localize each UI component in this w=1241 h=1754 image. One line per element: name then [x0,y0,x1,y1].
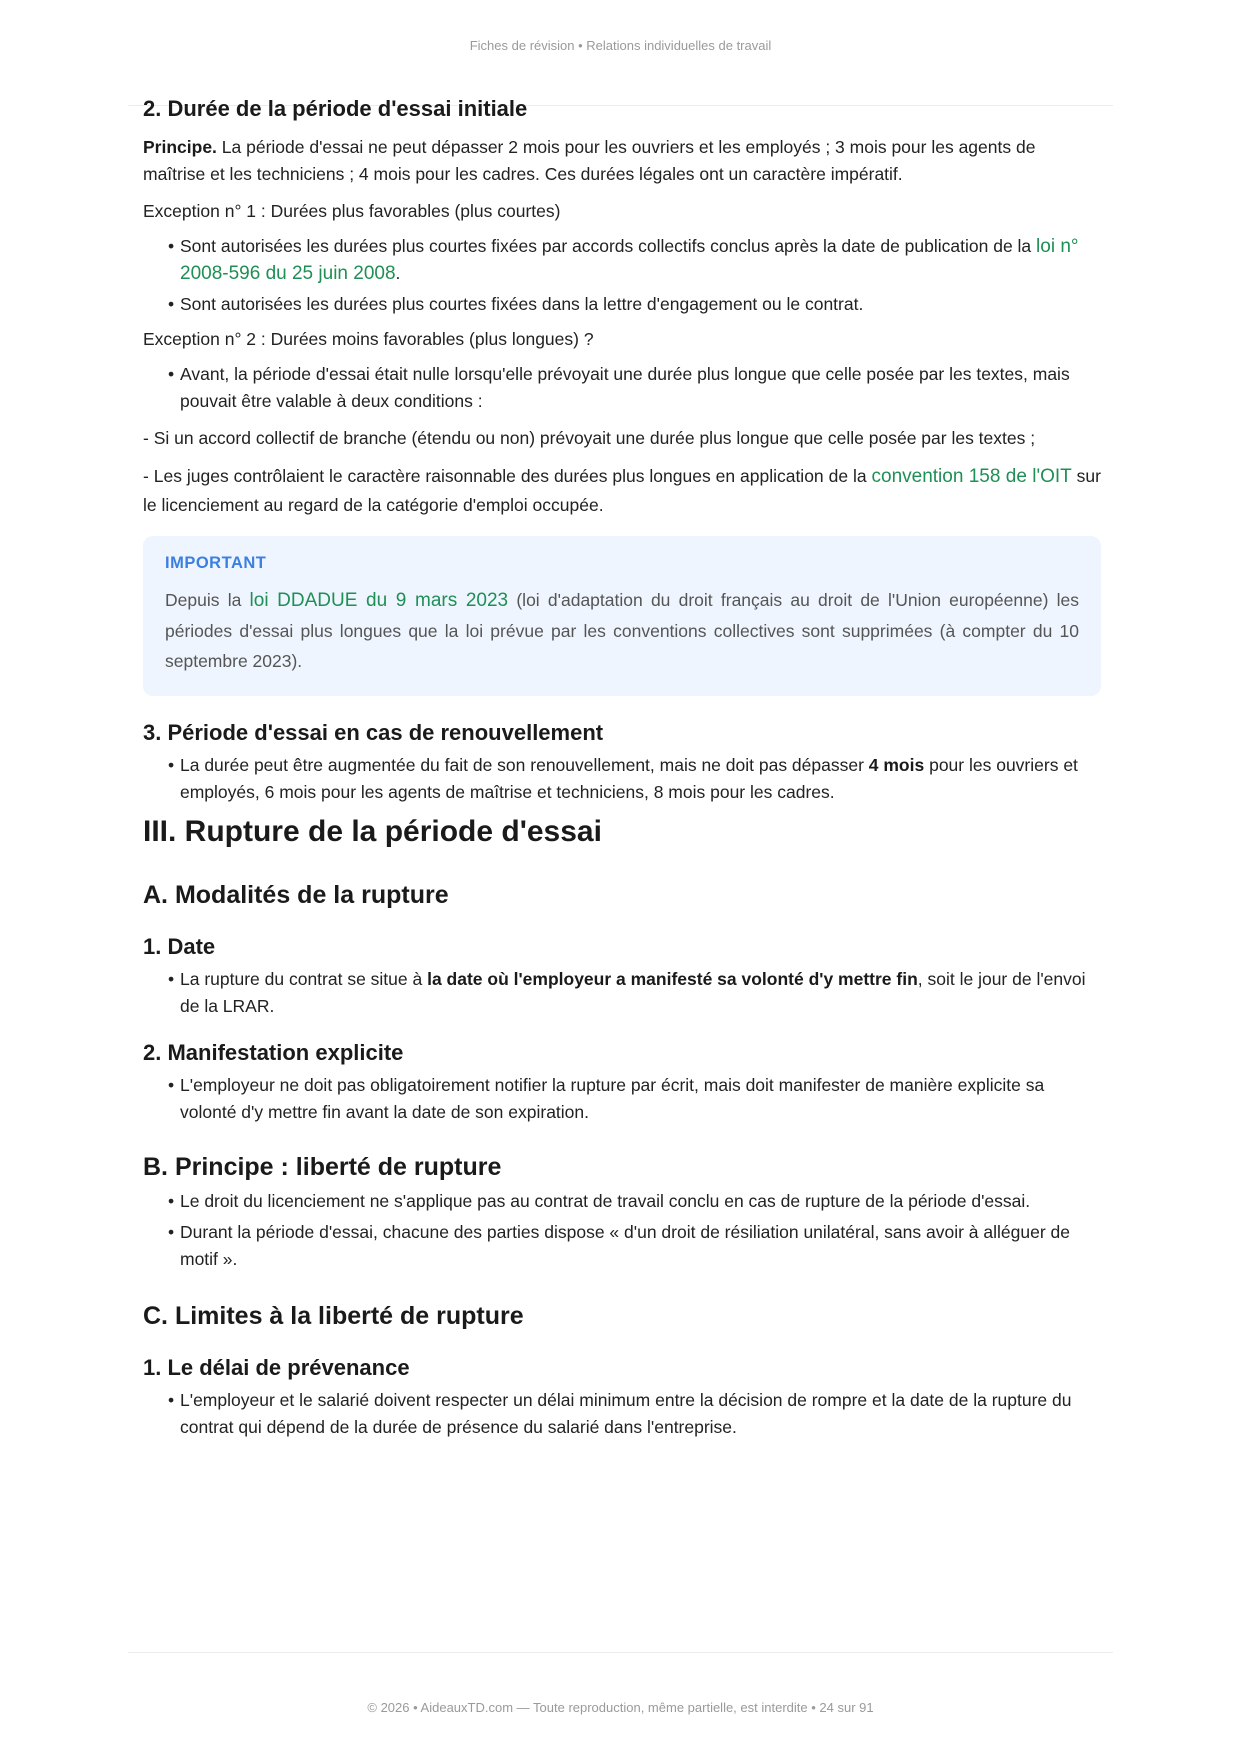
exception-1-heading: Exception n° 1 : Durées plus favorables (plus courtes) [143,201,561,221]
section-heading-manifestation: 2. Manifestation explicite [143,1040,404,1065]
list-item: • L'employeur et le salarié doivent respecter un délai minimum entre la décision de rompre et la date de la rupture du contrat qui dépend de la durée de présence du salarié dans l'entreprise. [168,1387,1101,1441]
section-heading-date: 1. Date [143,934,216,959]
page-header: Fiches de révision • Relations individuelles de travail [469,38,772,53]
list-item: • Avant, la période d'essai était nulle lorsqu'elle prévoyait une durée plus longue que celle posée par les textes, mais pouvait être valable à deux conditions : [168,361,1101,415]
convention-158-oit-link[interactable]: convention 158 de l'OIT [871,466,1072,487]
condition-2-paragraph: - Les juges contrôlaient le caractère raisonnable des durées plus longues en application de la convention 158 de l'OIT sur le licenciement au regard de la catégorie d'emploi occupée. [143,466,1101,515]
list-item: • Durant la période d'essai, chacune des parties dispose « d'un droit de résiliation unilatéral, sans avoir à alléguer de motif ». [168,1219,1101,1273]
list-item: • Le droit du licenciement ne s'applique pas au contrat de travail conclu en cas de rupture de la période d'essai. [168,1188,1101,1215]
subpart-heading-limites: C. Limites à la liberté de rupture [143,1302,524,1330]
list-item: • Sont autorisées les durées plus courtes fixées dans la lettre d'engagement ou le contrat. [168,291,1101,318]
condition-1-paragraph: - Si un accord collectif de branche (étendu ou non) prévoyait une durée plus longue que celle posée par les textes ; [143,428,1036,448]
manifestation-list [143,1072,1101,1126]
exception-1-list [143,233,1101,318]
renouvellement-list [143,752,1101,806]
date-list [143,966,1101,1020]
page-content [143,96,1101,1445]
section-heading-renouvellement: 3. Période d'essai en cas de renouvellement [143,720,604,745]
delai-list [143,1387,1101,1441]
exception-2-heading: Exception n° 2 : Durées moins favorables (plus longues) ? [143,329,594,349]
list-item: • Sont autorisées les durées plus courtes fixées par accords collectifs conclus après la date de publication de la loi n° 2008-596 du 25 juin 2008. [168,233,1101,287]
callout-text: Depuis la loi DDADUE du 9 mars 2023 (loi d'adaptation du droit français au droit de l'Union européenne) les périodes d'essai plus longues que la loi prévue par les conventions collectives sont supprimées (à compter du 10 septembre 2023). [165,590,1080,671]
loi-2008-596-link[interactable]: loi n° 2008-596 du 25 juin 2008 [180,236,1079,284]
subpart-heading-principe: B. Principe : liberté de rupture [143,1153,502,1181]
callout-title: IMPORTANT [165,554,267,572]
list-item: • La durée peut être augmentée du fait de son renouvellement, mais ne doit pas dépasser 4 mois pour les ouvriers et employés, 6 mois pour les agents de maîtrise et techniciens, 8 mois pour les cadres. [168,752,1101,806]
section-heading-duree-initiale: 2. Durée de la période d'essai initiale [143,96,528,121]
section-heading-delai: 1. Le délai de prévenance [143,1355,410,1380]
exception-2-list [143,361,1101,415]
important-callout [143,536,1101,696]
principe-paragraph [143,134,1101,188]
loi-ddadue-link[interactable]: loi DDADUE du 9 mars 2023 [249,590,509,611]
list-item: • La rupture du contrat se situe à la date où l'employeur a manifesté sa volonté d'y mettre fin, soit le jour de l'envoi de la LRAR. [168,966,1101,1020]
footer-divider [128,1652,1113,1653]
page-footer: © 2026 • AideauxTD.com — Toute reproduction, même partielle, est interdite • 24 sur 91 [367,1700,874,1715]
subpart-heading-modalites: A. Modalités de la rupture [143,881,449,909]
list-item: • L'employeur ne doit pas obligatoirement notifier la rupture par écrit, mais doit manifester de manière explicite sa volonté d'y mettre fin avant la date de son expiration. [168,1072,1101,1126]
principe-label: Principe. [143,137,217,157]
principe-text: La période d'essai ne peut dépasser 2 mois pour les ouvriers et les employés ; 3 mois pour les agents de maîtrise et les techniciens ; 4 mois pour les cadres. Ces durées légales ont un caractère impératif. [143,137,1036,184]
part-heading-rupture: III. Rupture de la période d'essai [143,815,602,848]
principe-list [143,1188,1101,1273]
